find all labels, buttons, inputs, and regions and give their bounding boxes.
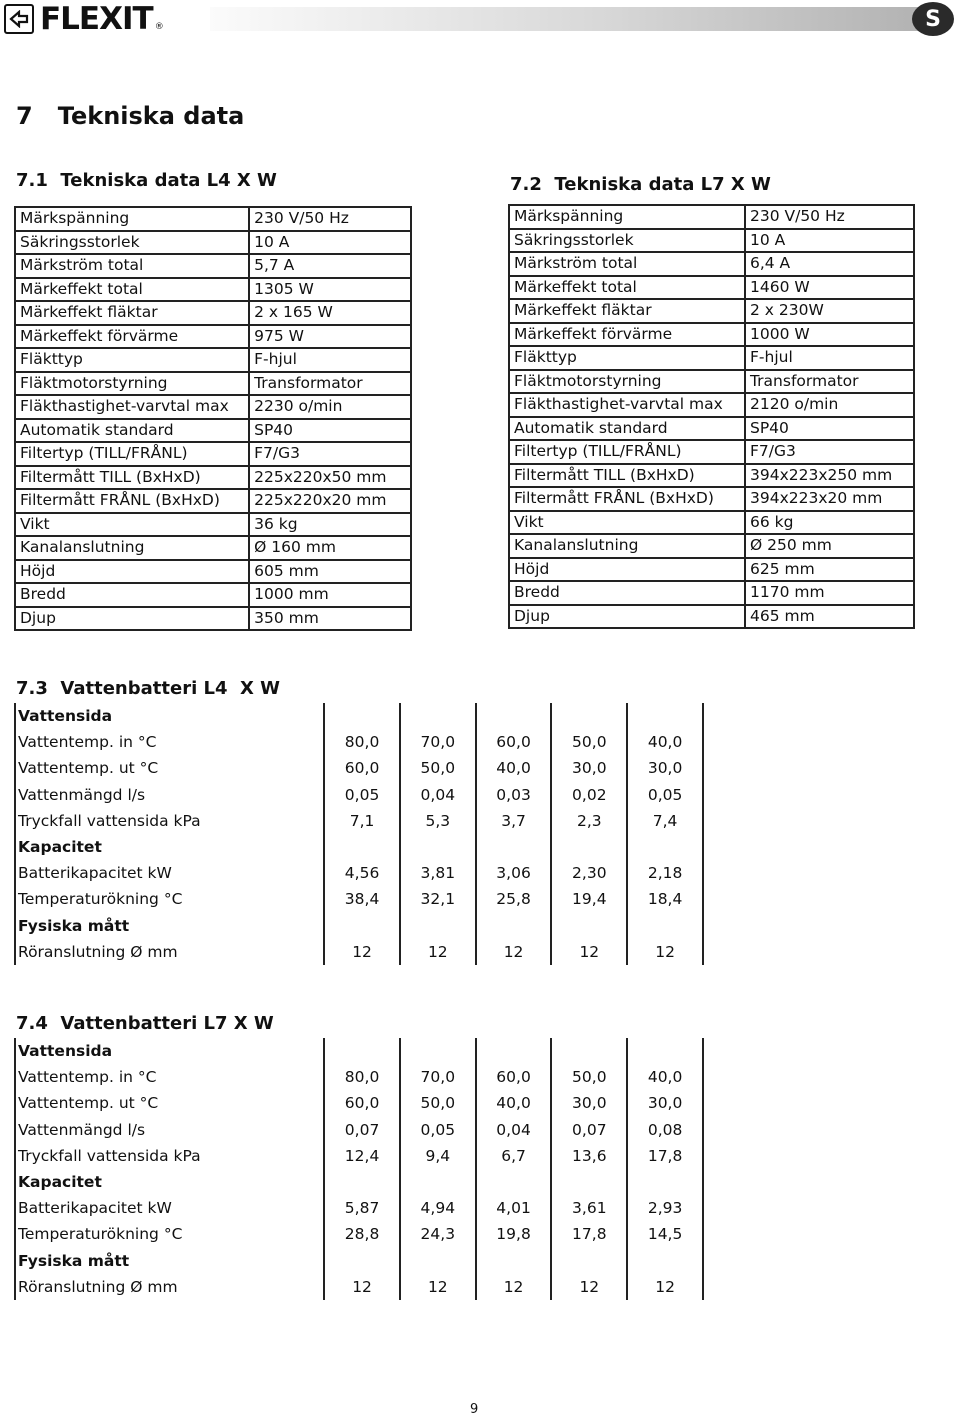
row-label: Vattentemp. in °C bbox=[15, 1064, 324, 1090]
empty-cell bbox=[551, 703, 627, 729]
spec-value: 230 V/50 Hz bbox=[745, 205, 914, 229]
row-value: 4,01 bbox=[476, 1195, 552, 1221]
data-row bbox=[15, 1195, 703, 1221]
row-label: Vattenmängd l/s bbox=[15, 782, 324, 808]
spec-value: 10 A bbox=[745, 229, 914, 253]
spec-value: 230 V/50 Hz bbox=[249, 207, 411, 231]
spec-value: 225x220x20 mm bbox=[249, 489, 411, 513]
spec-label: Automatik standard bbox=[509, 417, 745, 441]
empty-cell bbox=[324, 1038, 400, 1064]
row-value: 18,4 bbox=[627, 886, 703, 912]
row-value: 2,3 bbox=[551, 808, 627, 834]
row-value: 0,05 bbox=[627, 782, 703, 808]
row-value: 40,0 bbox=[476, 755, 552, 781]
spec-value: F-hjul bbox=[745, 346, 914, 370]
spec-row bbox=[509, 534, 914, 558]
row-value: 40,0 bbox=[476, 1090, 552, 1116]
spec-row bbox=[509, 440, 914, 464]
spec-label: Bredd bbox=[15, 583, 249, 607]
row-value: 3,81 bbox=[400, 860, 476, 886]
section-heading: Kapacitet bbox=[15, 834, 324, 860]
flexit-logo bbox=[4, 2, 164, 36]
row-label: Tryckfall vattensida kPa bbox=[15, 1143, 324, 1169]
spec-row bbox=[509, 393, 914, 417]
spec-label: Filtermått FRÅNL (BxHxD) bbox=[15, 489, 249, 513]
section-title-bat-l7: 7.4 Vattenbatteri L7 X W bbox=[16, 1013, 274, 1034]
section-heading: Kapacitet bbox=[15, 1169, 324, 1195]
data-row bbox=[15, 755, 703, 781]
spec-row bbox=[15, 489, 411, 513]
row-value: 5,3 bbox=[400, 808, 476, 834]
row-value: 12 bbox=[627, 1274, 703, 1300]
spec-row bbox=[15, 207, 411, 231]
row-value: 60,0 bbox=[324, 755, 400, 781]
spec-row bbox=[15, 325, 411, 349]
spec-row bbox=[509, 205, 914, 229]
section-title-bat-l4: 7.3 Vattenbatteri L4 X W bbox=[16, 678, 281, 699]
spec-row bbox=[15, 231, 411, 255]
empty-cell bbox=[627, 913, 703, 939]
row-value: 40,0 bbox=[627, 1064, 703, 1090]
spec-label: Fläkthastighet-varvtal max bbox=[15, 395, 249, 419]
empty-cell bbox=[400, 703, 476, 729]
spec-label: Höjd bbox=[509, 558, 745, 582]
row-value: 17,8 bbox=[627, 1143, 703, 1169]
section-row bbox=[15, 1038, 703, 1064]
spec-label: Filtermått FRÅNL (BxHxD) bbox=[509, 487, 745, 511]
row-value: 3,06 bbox=[476, 860, 552, 886]
row-value: 2,93 bbox=[627, 1195, 703, 1221]
row-value: 12 bbox=[476, 939, 552, 965]
empty-cell bbox=[400, 1169, 476, 1195]
empty-cell bbox=[400, 1248, 476, 1274]
data-row bbox=[15, 729, 703, 755]
spec-value: 2120 o/min bbox=[745, 393, 914, 417]
row-value: 12 bbox=[400, 939, 476, 965]
spec-row bbox=[509, 417, 914, 441]
spec-row bbox=[15, 419, 411, 443]
spec-row bbox=[15, 442, 411, 466]
spec-value: 394x223x20 mm bbox=[745, 487, 914, 511]
row-value: 32,1 bbox=[400, 886, 476, 912]
data-row bbox=[15, 1064, 703, 1090]
row-value: 0,02 bbox=[551, 782, 627, 808]
spec-row bbox=[509, 487, 914, 511]
row-value: 40,0 bbox=[627, 729, 703, 755]
spec-row bbox=[509, 252, 914, 276]
row-label: Batterikapacitet kW bbox=[15, 860, 324, 886]
spec-label: Kanalanslutning bbox=[15, 536, 249, 560]
spec-value: 2 x 165 W bbox=[249, 301, 411, 325]
row-value: 7,1 bbox=[324, 808, 400, 834]
battery-table-l4 bbox=[14, 703, 704, 965]
empty-cell bbox=[324, 1248, 400, 1274]
spec-row bbox=[509, 323, 914, 347]
spec-label: Kanalanslutning bbox=[509, 534, 745, 558]
row-value: 80,0 bbox=[324, 729, 400, 755]
spec-value: 36 kg bbox=[249, 513, 411, 537]
empty-cell bbox=[551, 1248, 627, 1274]
spec-value: 10 A bbox=[249, 231, 411, 255]
spec-label: Filtertyp (TILL/FRÅNL) bbox=[509, 440, 745, 464]
spec-value: 1170 mm bbox=[745, 581, 914, 605]
spec-row bbox=[15, 536, 411, 560]
row-value: 0,08 bbox=[627, 1117, 703, 1143]
spec-value: 1305 W bbox=[249, 278, 411, 302]
row-value: 70,0 bbox=[400, 1064, 476, 1090]
spec-row bbox=[509, 299, 914, 323]
row-value: 38,4 bbox=[324, 886, 400, 912]
row-value: 12 bbox=[476, 1274, 552, 1300]
row-value: 0,04 bbox=[476, 1117, 552, 1143]
row-value: 80,0 bbox=[324, 1064, 400, 1090]
spec-label: Märkeffekt förvärme bbox=[509, 323, 745, 347]
row-value: 13,6 bbox=[551, 1143, 627, 1169]
empty-cell bbox=[476, 913, 552, 939]
spec-value: 465 mm bbox=[745, 605, 914, 629]
row-value: 5,87 bbox=[324, 1195, 400, 1221]
spec-label: Märkspänning bbox=[509, 205, 745, 229]
row-value: 19,8 bbox=[476, 1221, 552, 1247]
row-value: 24,3 bbox=[400, 1221, 476, 1247]
spec-value: 394x223x250 mm bbox=[745, 464, 914, 488]
row-value: 28,8 bbox=[324, 1221, 400, 1247]
spec-value: 2230 o/min bbox=[249, 395, 411, 419]
spec-label: Djup bbox=[509, 605, 745, 629]
spec-row bbox=[509, 276, 914, 300]
spec-row bbox=[509, 511, 914, 535]
spec-label: Djup bbox=[15, 607, 249, 631]
data-row bbox=[15, 860, 703, 886]
empty-cell bbox=[476, 1248, 552, 1274]
empty-cell bbox=[324, 1169, 400, 1195]
row-value: 3,61 bbox=[551, 1195, 627, 1221]
spec-value: 975 W bbox=[249, 325, 411, 349]
empty-cell bbox=[551, 834, 627, 860]
row-value: 12,4 bbox=[324, 1143, 400, 1169]
spec-label: Fläkttyp bbox=[509, 346, 745, 370]
row-value: 0,07 bbox=[551, 1117, 627, 1143]
row-value: 4,56 bbox=[324, 860, 400, 886]
row-label: Vattentemp. ut °C bbox=[15, 755, 324, 781]
row-value: 2,30 bbox=[551, 860, 627, 886]
spec-value: F7/G3 bbox=[249, 442, 411, 466]
data-row bbox=[15, 782, 703, 808]
spec-value: Transformator bbox=[249, 372, 411, 396]
row-value: 12 bbox=[627, 939, 703, 965]
row-value: 60,0 bbox=[476, 1064, 552, 1090]
row-value: 3,7 bbox=[476, 808, 552, 834]
spec-row bbox=[509, 346, 914, 370]
row-value: 0,05 bbox=[400, 1117, 476, 1143]
row-value: 25,8 bbox=[476, 886, 552, 912]
row-value: 0,05 bbox=[324, 782, 400, 808]
empty-cell bbox=[324, 913, 400, 939]
spec-value: SP40 bbox=[745, 417, 914, 441]
data-row bbox=[15, 808, 703, 834]
spec-value: 350 mm bbox=[249, 607, 411, 631]
row-label: Vattentemp. in °C bbox=[15, 729, 324, 755]
row-value: 70,0 bbox=[400, 729, 476, 755]
spec-label: Märkeffekt förvärme bbox=[15, 325, 249, 349]
spec-row bbox=[509, 605, 914, 629]
empty-cell bbox=[551, 1169, 627, 1195]
row-value: 4,94 bbox=[400, 1195, 476, 1221]
row-label: Röranslutning Ø mm bbox=[15, 1274, 324, 1300]
row-label: Vattenmängd l/s bbox=[15, 1117, 324, 1143]
spec-row bbox=[15, 466, 411, 490]
empty-cell bbox=[627, 1038, 703, 1064]
row-value: 30,0 bbox=[551, 1090, 627, 1116]
section-heading: Fysiska mått bbox=[15, 913, 324, 939]
spec-row bbox=[509, 464, 914, 488]
spec-label: Märkspänning bbox=[15, 207, 249, 231]
empty-cell bbox=[551, 1038, 627, 1064]
row-label: Tryckfall vattensida kPa bbox=[15, 808, 324, 834]
spec-row bbox=[15, 560, 411, 584]
section-title-l4: 7.1 Tekniska data L4 X W bbox=[16, 170, 277, 191]
spec-value: 1000 W bbox=[745, 323, 914, 347]
gradient-header-bar bbox=[210, 7, 918, 31]
data-row bbox=[15, 1090, 703, 1116]
row-label: Temperaturökning °C bbox=[15, 1221, 324, 1247]
brand-name: FLEXIT bbox=[40, 1, 153, 37]
registered-mark: ® bbox=[154, 22, 164, 32]
empty-cell bbox=[476, 1038, 552, 1064]
spec-label: Filtertyp (TILL/FRÅNL) bbox=[15, 442, 249, 466]
spec-label: Märkeffekt fläktar bbox=[509, 299, 745, 323]
row-label: Temperaturökning °C bbox=[15, 886, 324, 912]
row-value: 12 bbox=[324, 939, 400, 965]
spec-label: Automatik standard bbox=[15, 419, 249, 443]
spec-row bbox=[509, 229, 914, 253]
section-row bbox=[15, 703, 703, 729]
header-bar bbox=[0, 0, 960, 40]
spec-row bbox=[509, 370, 914, 394]
section-heading: Vattensida bbox=[15, 1038, 324, 1064]
row-value: 30,0 bbox=[627, 755, 703, 781]
spec-row bbox=[15, 607, 411, 631]
flexit-logo-icon bbox=[4, 4, 34, 34]
section-title-l7: 7.2 Tekniska data L7 X W bbox=[510, 174, 771, 195]
spec-value: Transformator bbox=[745, 370, 914, 394]
spec-row bbox=[15, 348, 411, 372]
spec-value: Ø 250 mm bbox=[745, 534, 914, 558]
spec-table-l7 bbox=[508, 204, 915, 629]
spec-row bbox=[15, 395, 411, 419]
empty-cell bbox=[476, 1169, 552, 1195]
empty-cell bbox=[400, 834, 476, 860]
chapter-title: 7 Tekniska data bbox=[16, 102, 245, 130]
row-label: Röranslutning Ø mm bbox=[15, 939, 324, 965]
spec-row bbox=[15, 278, 411, 302]
spec-label: Säkringsstorlek bbox=[15, 231, 249, 255]
row-value: 30,0 bbox=[627, 1090, 703, 1116]
row-value: 12 bbox=[324, 1274, 400, 1300]
row-value: 0,04 bbox=[400, 782, 476, 808]
empty-cell bbox=[400, 913, 476, 939]
spec-label: Fläkthastighet-varvtal max bbox=[509, 393, 745, 417]
row-value: 0,03 bbox=[476, 782, 552, 808]
row-value: 14,5 bbox=[627, 1221, 703, 1247]
spec-value: Ø 160 mm bbox=[249, 536, 411, 560]
row-value: 50,0 bbox=[400, 755, 476, 781]
section-heading: Vattensida bbox=[15, 703, 324, 729]
empty-cell bbox=[324, 703, 400, 729]
language-badge: S bbox=[912, 2, 954, 36]
spec-label: Fläktmotorstyrning bbox=[509, 370, 745, 394]
spec-label: Märkström total bbox=[509, 252, 745, 276]
spec-label: Fläktmotorstyrning bbox=[15, 372, 249, 396]
row-value: 9,4 bbox=[400, 1143, 476, 1169]
spec-row bbox=[15, 513, 411, 537]
spec-label: Filtermått TILL (BxHxD) bbox=[509, 464, 745, 488]
row-value: 12 bbox=[551, 1274, 627, 1300]
empty-cell bbox=[627, 834, 703, 860]
row-value: 60,0 bbox=[324, 1090, 400, 1116]
spec-row bbox=[15, 372, 411, 396]
spec-label: Säkringsstorlek bbox=[509, 229, 745, 253]
row-value: 0,07 bbox=[324, 1117, 400, 1143]
section-row bbox=[15, 834, 703, 860]
spec-table-l4 bbox=[14, 206, 412, 631]
spec-label: Filtermått TILL (BxHxD) bbox=[15, 466, 249, 490]
empty-cell bbox=[627, 1248, 703, 1274]
row-value: 30,0 bbox=[551, 755, 627, 781]
row-value: 50,0 bbox=[400, 1090, 476, 1116]
row-value: 12 bbox=[400, 1274, 476, 1300]
spec-label: Fläkttyp bbox=[15, 348, 249, 372]
spec-value: F-hjul bbox=[249, 348, 411, 372]
empty-cell bbox=[551, 913, 627, 939]
section-heading: Fysiska mått bbox=[15, 1248, 324, 1274]
spec-value: 2 x 230W bbox=[745, 299, 914, 323]
spec-label: Vikt bbox=[15, 513, 249, 537]
row-value: 50,0 bbox=[551, 1064, 627, 1090]
section-row bbox=[15, 1169, 703, 1195]
spec-value: 625 mm bbox=[745, 558, 914, 582]
row-value: 19,4 bbox=[551, 886, 627, 912]
spec-row bbox=[15, 254, 411, 278]
spec-value: 225x220x50 mm bbox=[249, 466, 411, 490]
row-label: Vattentemp. ut °C bbox=[15, 1090, 324, 1116]
spec-value: 1000 mm bbox=[249, 583, 411, 607]
row-value: 50,0 bbox=[551, 729, 627, 755]
section-row bbox=[15, 913, 703, 939]
empty-cell bbox=[400, 1038, 476, 1064]
spec-value: F7/G3 bbox=[745, 440, 914, 464]
empty-cell bbox=[476, 703, 552, 729]
page-number: 9 bbox=[470, 1402, 479, 1417]
data-row bbox=[15, 886, 703, 912]
row-value: 6,7 bbox=[476, 1143, 552, 1169]
section-row bbox=[15, 1248, 703, 1274]
spec-label: Höjd bbox=[15, 560, 249, 584]
battery-table-l7 bbox=[14, 1038, 704, 1300]
spec-value: 6,4 A bbox=[745, 252, 914, 276]
spec-row bbox=[509, 581, 914, 605]
spec-value: 605 mm bbox=[249, 560, 411, 584]
row-value: 60,0 bbox=[476, 729, 552, 755]
empty-cell bbox=[476, 834, 552, 860]
spec-label: Bredd bbox=[509, 581, 745, 605]
spec-label: Märkeffekt total bbox=[15, 278, 249, 302]
empty-cell bbox=[627, 1169, 703, 1195]
row-value: 12 bbox=[551, 939, 627, 965]
spec-value: 1460 W bbox=[745, 276, 914, 300]
spec-label: Märkström total bbox=[15, 254, 249, 278]
row-value: 2,18 bbox=[627, 860, 703, 886]
spec-label: Märkeffekt total bbox=[509, 276, 745, 300]
row-label: Batterikapacitet kW bbox=[15, 1195, 324, 1221]
spec-row bbox=[509, 558, 914, 582]
spec-row bbox=[15, 583, 411, 607]
data-row bbox=[15, 1274, 703, 1300]
data-row bbox=[15, 939, 703, 965]
empty-cell bbox=[627, 703, 703, 729]
data-row bbox=[15, 1143, 703, 1169]
spec-label: Vikt bbox=[509, 511, 745, 535]
row-value: 7,4 bbox=[627, 808, 703, 834]
data-row bbox=[15, 1117, 703, 1143]
spec-label: Märkeffekt fläktar bbox=[15, 301, 249, 325]
spec-value: SP40 bbox=[249, 419, 411, 443]
empty-cell bbox=[324, 834, 400, 860]
spec-row bbox=[15, 301, 411, 325]
data-row bbox=[15, 1221, 703, 1247]
row-value: 17,8 bbox=[551, 1221, 627, 1247]
spec-value: 66 kg bbox=[745, 511, 914, 535]
spec-value: 5,7 A bbox=[249, 254, 411, 278]
